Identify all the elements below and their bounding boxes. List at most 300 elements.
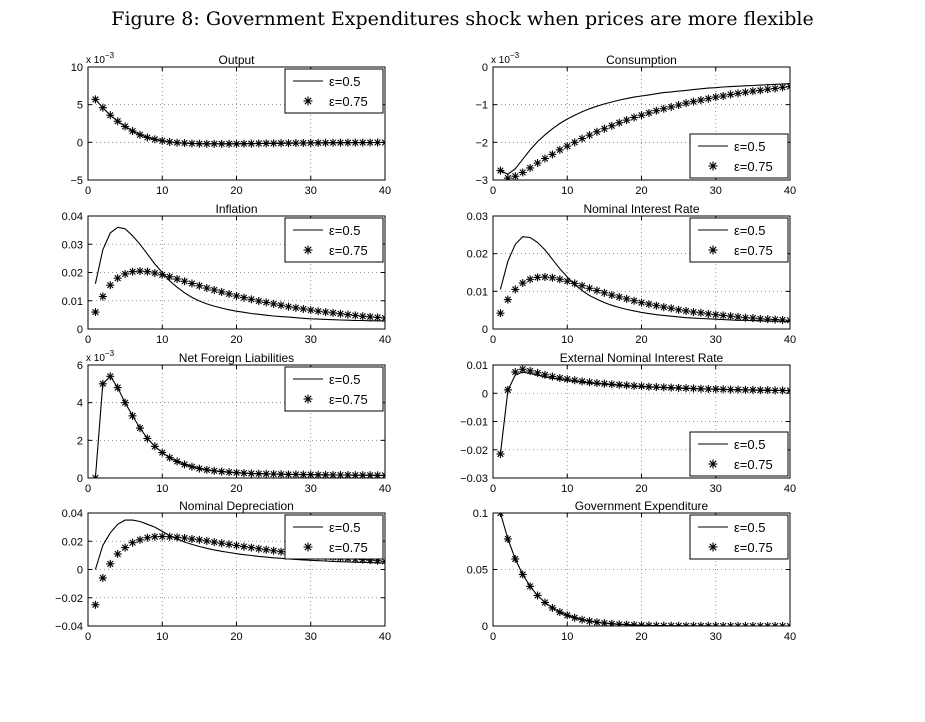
series-marker-eps-0-75 <box>240 543 248 551</box>
series-marker-eps-0-75 <box>366 471 374 479</box>
series-marker-eps-0-75 <box>548 150 556 158</box>
series-marker-eps-0-75 <box>727 386 735 394</box>
series-marker-eps-0-75 <box>504 535 512 543</box>
series-marker-eps-0-75 <box>630 621 638 629</box>
legend <box>690 134 788 178</box>
legend-label: ε=0.5 <box>734 223 766 238</box>
series-marker-eps-0-75 <box>218 140 226 148</box>
series-marker-eps-0-75 <box>764 386 772 394</box>
series-marker-eps-0-75 <box>704 622 712 630</box>
series-marker-eps-0-75 <box>511 285 519 293</box>
series-marker-eps-0-75 <box>704 95 712 103</box>
series-marker-eps-0-75 <box>121 123 129 131</box>
series-marker-eps-0-75 <box>106 372 114 380</box>
series-marker-eps-0-75 <box>741 88 749 96</box>
series-marker-eps-0-75 <box>173 139 181 147</box>
series-marker-eps-0-75 <box>534 591 542 599</box>
series-marker-eps-0-75 <box>262 546 270 554</box>
series-marker-eps-0-75 <box>548 274 556 282</box>
series-marker-eps-0-75 <box>593 379 601 387</box>
series-marker-eps-0-75 <box>247 295 255 303</box>
series-marker-eps-0-75 <box>181 277 189 285</box>
series-marker-eps-0-75 <box>284 139 292 147</box>
series-marker-eps-0-75 <box>203 537 211 545</box>
legend-label: ε=0.75 <box>329 392 368 407</box>
series-marker-eps-0-75 <box>277 548 285 556</box>
x-tick-label: 30 <box>304 483 317 495</box>
series-marker-eps-0-75 <box>563 611 571 619</box>
series-marker-eps-0-75 <box>645 383 653 391</box>
series-marker-eps-0-75 <box>496 509 504 517</box>
series-marker-eps-0-75 <box>210 467 218 475</box>
series-marker-eps-0-75 <box>277 470 285 478</box>
series-marker-eps-0-75 <box>359 139 367 147</box>
subplot-title: Net Foreign Liabilities <box>178 351 295 365</box>
y-tick-label: −5 <box>70 175 83 187</box>
series-marker-eps-0-75 <box>344 139 352 147</box>
series-marker-eps-0-75 <box>351 471 359 479</box>
x-tick-label: 30 <box>304 185 317 197</box>
series-marker-eps-0-75 <box>307 471 315 479</box>
series-marker-eps-0-75 <box>322 308 330 316</box>
y-tick-label: 0.01 <box>466 286 488 299</box>
x-tick-label: 40 <box>783 483 797 495</box>
series-marker-eps-0-75 <box>195 140 203 148</box>
series-marker-eps-0-75 <box>129 412 137 420</box>
series-marker-eps-0-75 <box>366 313 374 321</box>
legend <box>690 432 788 476</box>
series-marker-eps-0-75 <box>114 384 122 392</box>
series-marker-eps-0-75 <box>556 374 564 382</box>
series-marker-eps-0-75 <box>314 139 322 147</box>
series-marker-eps-0-75 <box>734 89 742 97</box>
legend-label: ε=0.5 <box>734 520 766 535</box>
series-marker-eps-0-75 <box>210 286 218 294</box>
series-marker-eps-0-75 <box>608 122 616 130</box>
x-tick-label: 40 <box>783 185 797 197</box>
y-tick-label: −0.01 <box>460 416 488 429</box>
series-marker-eps-0-75 <box>593 128 601 136</box>
series-marker-eps-0-75 <box>645 621 653 629</box>
x-tick-label: 10 <box>156 631 169 643</box>
series-marker-eps-0-75 <box>121 544 129 552</box>
series-marker-eps-0-75 <box>188 535 196 543</box>
series-marker-eps-0-75 <box>600 619 608 627</box>
series-marker-eps-0-75 <box>771 386 779 394</box>
series-marker-eps-0-75 <box>143 534 151 542</box>
x-tick-label: 10 <box>156 334 169 346</box>
series-marker-eps-0-75 <box>307 306 315 314</box>
series-marker-eps-0-75 <box>667 103 675 111</box>
series-marker-eps-0-75 <box>764 85 772 93</box>
series-marker-eps-0-75 <box>660 105 668 113</box>
series-marker-eps-0-75 <box>366 139 374 147</box>
y-tick-label: 0 <box>76 137 83 150</box>
series-marker-eps-0-75 <box>660 383 668 391</box>
series-marker-eps-0-75 <box>712 622 720 630</box>
series-marker-eps-0-75 <box>689 622 697 630</box>
series-marker-eps-0-75 <box>623 116 631 124</box>
series-marker-eps-0-75 <box>99 293 107 301</box>
series-marker-eps-0-75 <box>166 273 174 281</box>
series-marker-eps-0-75 <box>749 87 757 95</box>
series-marker-eps-0-75 <box>270 139 278 147</box>
series-marker-eps-0-75 <box>586 378 594 386</box>
y-tick-label: 0.1 <box>472 508 488 520</box>
series-marker-eps-0-75 <box>262 139 270 147</box>
series-marker-eps-0-75 <box>756 622 764 630</box>
series-marker-eps-0-75 <box>608 291 616 299</box>
series-marker-eps-0-75 <box>374 313 382 321</box>
series-marker-eps-0-75 <box>203 140 211 148</box>
subplot-title: Inflation <box>215 202 258 216</box>
y-tick-label: 0 <box>481 62 488 74</box>
y-tick-label: −0.02 <box>460 444 488 457</box>
series-marker-eps-0-75 <box>210 140 218 148</box>
series-marker-eps-0-75 <box>675 101 683 109</box>
x-tick-label: 20 <box>230 334 243 346</box>
series-marker-eps-0-75 <box>697 96 705 104</box>
series-marker-eps-0-75 <box>712 93 720 101</box>
series-marker-eps-0-75 <box>764 622 772 630</box>
series-marker-eps-0-75 <box>496 309 504 317</box>
series-marker-eps-0-75 <box>578 616 586 624</box>
series-marker-eps-0-75 <box>136 424 144 432</box>
series-marker-eps-0-75 <box>786 316 794 324</box>
series-marker-eps-0-75 <box>322 471 330 479</box>
series-marker-eps-0-75 <box>114 550 122 558</box>
series-marker-eps-0-75 <box>91 308 99 316</box>
x-tick-label: 0 <box>489 334 497 346</box>
series-marker-eps-0-75 <box>344 471 352 479</box>
series-marker-eps-0-75 <box>173 275 181 283</box>
series-marker-eps-0-75 <box>106 281 114 289</box>
subplot-8 <box>467 499 797 643</box>
series-marker-eps-0-75 <box>99 380 107 388</box>
series-marker-eps-0-75 <box>91 474 99 482</box>
series-marker-eps-0-75 <box>719 622 727 630</box>
series-marker-eps-0-75 <box>734 386 742 394</box>
series-marker-eps-0-75 <box>359 471 367 479</box>
series-marker-eps-0-75 <box>299 139 307 147</box>
series-marker-eps-0-75 <box>779 622 787 630</box>
series-marker-eps-0-75 <box>151 533 159 541</box>
x-tick-label: 0 <box>84 334 92 346</box>
x-tick-label: 0 <box>84 631 92 643</box>
series-marker-eps-0-75 <box>638 382 646 390</box>
series-marker-eps-0-75 <box>336 471 344 479</box>
series-marker-eps-0-75 <box>786 386 794 394</box>
series-marker-eps-0-75 <box>233 469 241 477</box>
legend-label: ε=0.5 <box>329 74 361 89</box>
series-marker-eps-0-75 <box>741 314 749 322</box>
series-marker-eps-0-75 <box>351 139 359 147</box>
y-tick-label: 0.03 <box>466 211 488 223</box>
series-marker-eps-0-75 <box>181 139 189 147</box>
legend-label: ε=0.75 <box>329 243 368 258</box>
series-marker-eps-0-75 <box>727 622 735 630</box>
series-marker-eps-0-75 <box>188 139 196 147</box>
series-marker-eps-0-75 <box>136 131 144 139</box>
series-marker-eps-0-75 <box>136 536 144 544</box>
legend <box>285 367 383 411</box>
legend <box>285 218 383 262</box>
series-marker-eps-0-75 <box>548 604 556 612</box>
series-marker-eps-0-75 <box>519 365 527 373</box>
series-marker-eps-0-75 <box>615 119 623 127</box>
legend-label: ε=0.5 <box>329 520 361 535</box>
y-tick-label: −0.03 <box>460 473 488 485</box>
series-marker-eps-0-75 <box>351 311 359 319</box>
legend-swatch-star <box>709 162 718 171</box>
series-marker-eps-0-75 <box>689 308 697 316</box>
series-marker-eps-0-75 <box>526 275 534 283</box>
y-tick-label: −1 <box>475 99 488 112</box>
series-marker-eps-0-75 <box>210 538 218 546</box>
x-tick-label: 30 <box>709 631 722 643</box>
series-marker-eps-0-75 <box>240 469 248 477</box>
y-tick-label: 10 <box>70 62 83 74</box>
series-marker-eps-0-75 <box>771 316 779 324</box>
legend-swatch-star <box>304 395 313 404</box>
series-marker-eps-0-75 <box>534 369 542 377</box>
series-marker-eps-0-75 <box>158 137 166 145</box>
subplot-title: Government Expenditure <box>574 499 709 513</box>
series-marker-eps-0-75 <box>151 135 159 143</box>
series-marker-eps-0-75 <box>615 620 623 628</box>
series-marker-eps-0-75 <box>496 167 504 175</box>
x-tick-label: 0 <box>84 185 92 197</box>
y-tick-label: 2 <box>76 435 83 448</box>
series-marker-eps-0-75 <box>151 442 159 450</box>
series-marker-eps-0-75 <box>682 622 690 630</box>
legend <box>690 515 788 559</box>
series-marker-eps-0-75 <box>541 155 549 163</box>
legend-swatch-star <box>304 246 313 255</box>
x-tick-label: 10 <box>156 483 169 495</box>
series-marker-eps-0-75 <box>571 138 579 146</box>
x-tick-label: 10 <box>561 334 574 346</box>
y-tick-label: 0.02 <box>61 536 83 549</box>
series-marker-eps-0-75 <box>173 533 181 541</box>
x-tick-label: 20 <box>635 334 648 346</box>
series-marker-eps-0-75 <box>749 386 757 394</box>
series-marker-eps-0-75 <box>158 532 166 540</box>
series-marker-eps-0-75 <box>615 293 623 301</box>
series-marker-eps-0-75 <box>712 385 720 393</box>
series-marker-eps-0-75 <box>307 139 315 147</box>
series-marker-eps-0-75 <box>660 303 668 311</box>
series-marker-eps-0-75 <box>586 284 594 292</box>
x-tick-label: 40 <box>378 185 392 197</box>
series-marker-eps-0-75 <box>704 385 712 393</box>
series-marker-eps-0-75 <box>284 303 292 311</box>
series-marker-eps-0-75 <box>675 622 683 630</box>
series-marker-eps-0-75 <box>771 84 779 92</box>
x-tick-label: 40 <box>378 631 392 643</box>
series-marker-eps-0-75 <box>240 294 248 302</box>
series-marker-eps-0-75 <box>511 555 519 563</box>
axis-multiplier: x $10^{-3}$ <box>86 349 115 364</box>
series-marker-eps-0-75 <box>756 86 764 94</box>
legend-swatch-star <box>709 543 718 552</box>
series-marker-eps-0-75 <box>578 135 586 143</box>
y-tick-label: −0.02 <box>55 592 83 605</box>
series-marker-eps-0-75 <box>270 300 278 308</box>
x-tick-label: 30 <box>304 631 317 643</box>
y-tick-label: 0 <box>76 473 83 485</box>
series-marker-eps-0-75 <box>270 547 278 555</box>
series-marker-eps-0-75 <box>600 380 608 388</box>
x-tick-label: 0 <box>489 185 497 197</box>
series-marker-eps-0-75 <box>181 534 189 542</box>
series-marker-eps-0-75 <box>741 622 749 630</box>
subplot-title: Nominal Depreciation <box>179 499 294 513</box>
series-marker-eps-0-75 <box>615 381 623 389</box>
series-marker-eps-0-75 <box>188 463 196 471</box>
series-marker-eps-0-75 <box>786 622 794 630</box>
x-tick-label: 40 <box>378 483 392 495</box>
series-marker-eps-0-75 <box>630 382 638 390</box>
series-marker-eps-0-75 <box>314 307 322 315</box>
legend-label: ε=0.5 <box>734 139 766 154</box>
y-tick-label: 0 <box>481 388 488 401</box>
series-marker-eps-0-75 <box>519 168 527 176</box>
series-marker-eps-0-75 <box>630 113 638 121</box>
series-marker-eps-0-75 <box>749 314 757 322</box>
series-marker-eps-0-75 <box>336 139 344 147</box>
subplot-6 <box>460 351 796 495</box>
series-marker-eps-0-75 <box>203 466 211 474</box>
x-tick-label: 20 <box>230 631 243 643</box>
legend <box>285 515 383 559</box>
y-tick-label: 0.04 <box>61 211 83 223</box>
series-marker-eps-0-75 <box>329 471 337 479</box>
y-tick-label: 0 <box>481 324 488 336</box>
x-tick-label: 0 <box>489 631 497 643</box>
series-marker-eps-0-75 <box>571 376 579 384</box>
x-tick-label: 10 <box>561 631 574 643</box>
legend-label: ε=0.75 <box>734 243 773 258</box>
axis-multiplier: x $10^{-3}$ <box>86 51 115 66</box>
series-marker-eps-0-75 <box>586 131 594 139</box>
series-marker-eps-0-75 <box>329 309 337 317</box>
series-marker-eps-0-75 <box>771 622 779 630</box>
y-tick-label: 0 <box>76 564 83 577</box>
series-marker-eps-0-75 <box>299 471 307 479</box>
series-marker-eps-0-75 <box>682 99 690 107</box>
series-marker-eps-0-75 <box>143 133 151 141</box>
series-marker-eps-0-75 <box>129 268 137 276</box>
series-marker-eps-0-75 <box>541 273 549 281</box>
series-marker-eps-0-75 <box>689 384 697 392</box>
y-tick-label: 4 <box>76 397 83 410</box>
series-marker-eps-0-75 <box>203 284 211 292</box>
series-marker-eps-0-75 <box>638 111 646 119</box>
series-marker-eps-0-75 <box>608 380 616 388</box>
series-marker-eps-0-75 <box>195 536 203 544</box>
series-marker-eps-0-75 <box>623 295 631 303</box>
series-marker-eps-0-75 <box>218 539 226 547</box>
series-marker-eps-0-75 <box>734 313 742 321</box>
x-tick-label: 40 <box>783 334 797 346</box>
series-marker-eps-0-75 <box>114 274 122 282</box>
y-tick-label: 0.03 <box>61 239 83 252</box>
series-marker-eps-0-75 <box>779 83 787 91</box>
series-marker-eps-0-75 <box>556 275 564 283</box>
series-marker-eps-0-75 <box>571 614 579 622</box>
series-marker-eps-0-75 <box>519 570 527 578</box>
y-tick-label: 0.01 <box>61 295 83 308</box>
series-marker-eps-0-75 <box>519 279 527 287</box>
series-marker-eps-0-75 <box>314 471 322 479</box>
series-marker-eps-0-75 <box>511 368 519 376</box>
subplot-title: Consumption <box>606 53 677 67</box>
series-marker-eps-0-75 <box>563 142 571 150</box>
series-marker-eps-0-75 <box>255 139 263 147</box>
series-marker-eps-0-75 <box>645 300 653 308</box>
subplot-title: Nominal Interest Rate <box>583 202 700 216</box>
series-marker-eps-0-75 <box>218 288 226 296</box>
series-marker-eps-0-75 <box>697 385 705 393</box>
series-marker-eps-0-75 <box>195 465 203 473</box>
series-marker-eps-0-75 <box>652 302 660 310</box>
series-marker-eps-0-75 <box>645 109 653 117</box>
y-tick-label: 0 <box>481 621 488 633</box>
series-marker-eps-0-75 <box>630 297 638 305</box>
series-marker-eps-0-75 <box>225 468 233 476</box>
series-marker-eps-0-75 <box>563 277 571 285</box>
x-tick-label: 30 <box>304 334 317 346</box>
series-marker-eps-0-75 <box>526 164 534 172</box>
legend-label: ε=0.5 <box>734 437 766 452</box>
y-tick-label: 5 <box>76 99 83 112</box>
series-marker-eps-0-75 <box>756 386 764 394</box>
y-tick-label: 6 <box>76 360 83 372</box>
series-marker-eps-0-75 <box>682 307 690 315</box>
series-marker-eps-0-75 <box>786 83 794 91</box>
series-marker-eps-0-75 <box>381 138 389 146</box>
series-marker-eps-0-75 <box>136 267 144 275</box>
x-tick-label: 40 <box>378 334 392 346</box>
legend <box>690 218 788 262</box>
series-marker-eps-0-75 <box>697 622 705 630</box>
series-marker-eps-0-75 <box>534 159 542 167</box>
legend-swatch-star <box>304 543 313 552</box>
x-tick-label: 20 <box>635 631 648 643</box>
series-marker-eps-0-75 <box>247 140 255 148</box>
series-marker-eps-0-75 <box>667 622 675 630</box>
x-tick-label: 0 <box>84 483 92 495</box>
series-marker-eps-0-75 <box>586 617 594 625</box>
series-marker-eps-0-75 <box>255 470 263 478</box>
series-marker-eps-0-75 <box>526 582 534 590</box>
series-marker-eps-0-75 <box>563 375 571 383</box>
series-marker-eps-0-75 <box>143 268 151 276</box>
y-tick-label: 0.01 <box>466 360 488 372</box>
series-marker-eps-0-75 <box>225 290 233 298</box>
series-marker-eps-0-75 <box>623 381 631 389</box>
series-marker-eps-0-75 <box>91 95 99 103</box>
series-marker-eps-0-75 <box>166 138 174 146</box>
legend-swatch-star <box>709 460 718 469</box>
series-marker-eps-0-75 <box>240 140 248 148</box>
series-marker-eps-0-75 <box>158 271 166 279</box>
series-marker-eps-0-75 <box>741 386 749 394</box>
series-marker-eps-0-75 <box>541 598 549 606</box>
series-marker-eps-0-75 <box>667 304 675 312</box>
series-marker-eps-0-75 <box>284 470 292 478</box>
